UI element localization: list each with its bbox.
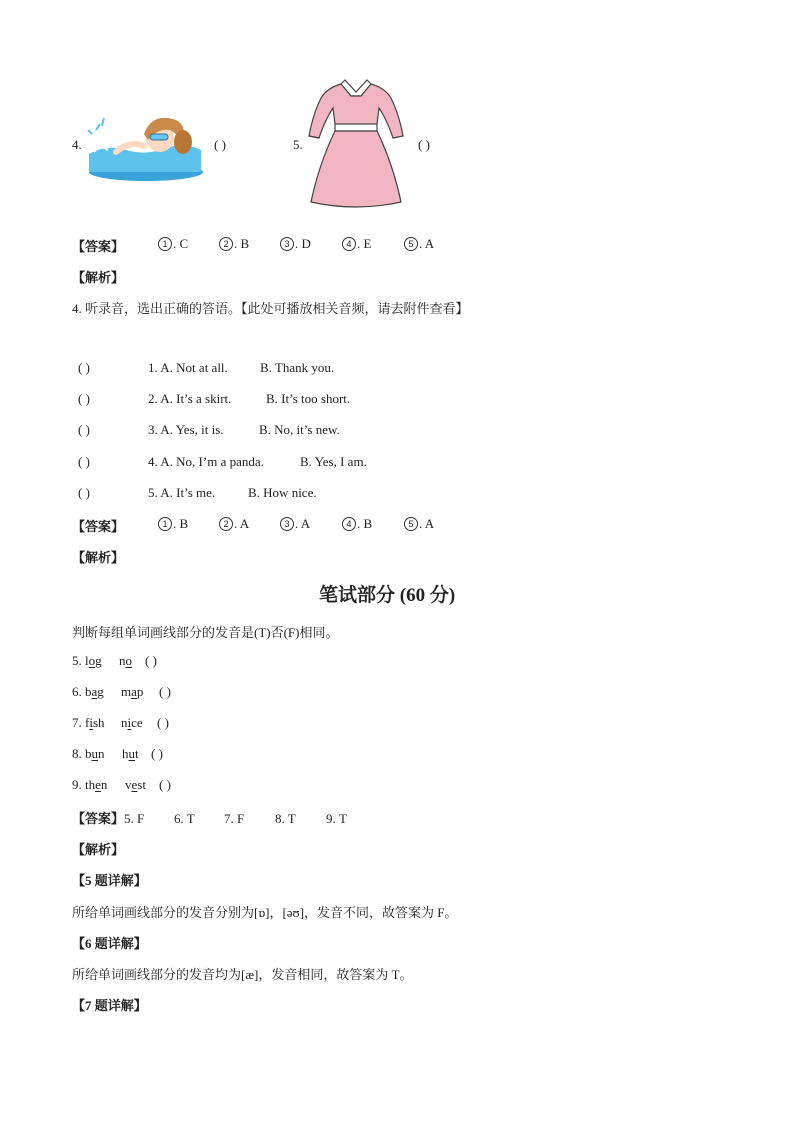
phonics-instruction: 判断每组单词画线部分的发音是(T)否(F)相同。: [72, 625, 339, 640]
answer-blank[interactable]: ( ): [159, 777, 171, 792]
answer-blank[interactable]: ( ): [78, 391, 90, 406]
answer-blank[interactable]: ( ): [157, 715, 169, 730]
answer-item: 3 . A: [280, 516, 342, 532]
analysis-label: 【解析】: [72, 842, 125, 857]
written-section-heading: 笔试部分 (60 分): [319, 585, 456, 606]
answer-item: 9. T: [326, 811, 347, 826]
answer-list-1: [158, 236, 434, 252]
answer-item: 6. T: [174, 811, 195, 826]
detail6-text: 所给单词画线部分的发音均为[æ]，发音相同，故答案为 T。: [72, 967, 413, 982]
answer-blank[interactable]: ( ): [78, 422, 90, 437]
analysis-label: 【解析】: [72, 550, 125, 565]
listening-item: ( ) 2. A. It’s a skirt. B. It’s too short.: [78, 391, 351, 406]
q4-number: 4.: [72, 137, 82, 152]
phonics-item: 6. bag map ( ): [72, 684, 171, 699]
analysis-label: 【解析】: [72, 270, 125, 285]
detail5-text: 所给单词画线部分的发音分别为[ɒ]，[əʊ]，发音不同，故答案为 F。: [72, 905, 458, 920]
listening-item: ( ) 4. A. No, I’m a panda. B. Yes, I am.: [78, 454, 367, 469]
answer-item: 1 . B: [158, 516, 219, 532]
answer-blank[interactable]: ( ): [78, 454, 90, 469]
detail7-label: 【7 题详解】: [72, 998, 147, 1013]
answer-blank[interactable]: ( ): [159, 684, 171, 699]
answer-item: 5. F: [124, 811, 145, 826]
listening-item: ( ) 1. A. Not at all. B. Thank you.: [78, 360, 335, 375]
q4-answer-blank[interactable]: ( ): [214, 137, 226, 152]
phonics-item: 9. then vest ( ): [72, 777, 171, 792]
section4-instruction: 4. 听录音，选出正确的答语。【此处可播放相关音频，请去附件查看】: [72, 301, 469, 316]
answer-label: 【答案】: [72, 811, 125, 826]
answer-item: 5 . A: [404, 236, 434, 252]
swimming-girl-image: [86, 104, 204, 184]
answer-blank[interactable]: ( ): [78, 360, 90, 375]
pink-dress-image: [305, 74, 407, 214]
phonics-item: 5. log no ( ): [72, 653, 157, 668]
answer-item: 1 . C: [158, 236, 219, 252]
answer-item: 3 . D: [280, 236, 342, 252]
answer-item: 7. F: [224, 811, 245, 826]
answer-item: 4 . B: [342, 516, 404, 532]
answer-item: 4 . E: [342, 236, 404, 252]
answer-item: 2 . B: [219, 236, 280, 252]
listening-item: ( ) 3. A. Yes, it is. B. No, it’s new.: [78, 422, 340, 437]
answer-item: 8. T: [275, 811, 296, 826]
answer-item: 5 . A: [404, 516, 434, 532]
q5-answer-blank[interactable]: ( ): [418, 137, 430, 152]
answer-blank[interactable]: ( ): [151, 746, 163, 761]
answer-row-3: [72, 808, 347, 827]
phonics-item: 8. bun hut ( ): [72, 746, 163, 761]
detail5-label: 【5 题详解】: [72, 873, 147, 888]
answer-item: 2 . A: [219, 516, 280, 532]
answer-blank[interactable]: ( ): [78, 485, 90, 500]
answer-label: 【答案】: [72, 519, 125, 534]
phonics-item: 7. fish nice ( ): [72, 715, 169, 730]
q5-number: 5.: [293, 137, 303, 152]
detail6-label: 【6 题详解】: [72, 936, 147, 951]
answer-list-2: [158, 516, 434, 532]
answer-blank[interactable]: ( ): [145, 653, 157, 668]
listening-item: ( ) 5. A. It’s me. B. How nice.: [78, 485, 317, 500]
answer-label: 【答案】: [72, 239, 125, 254]
